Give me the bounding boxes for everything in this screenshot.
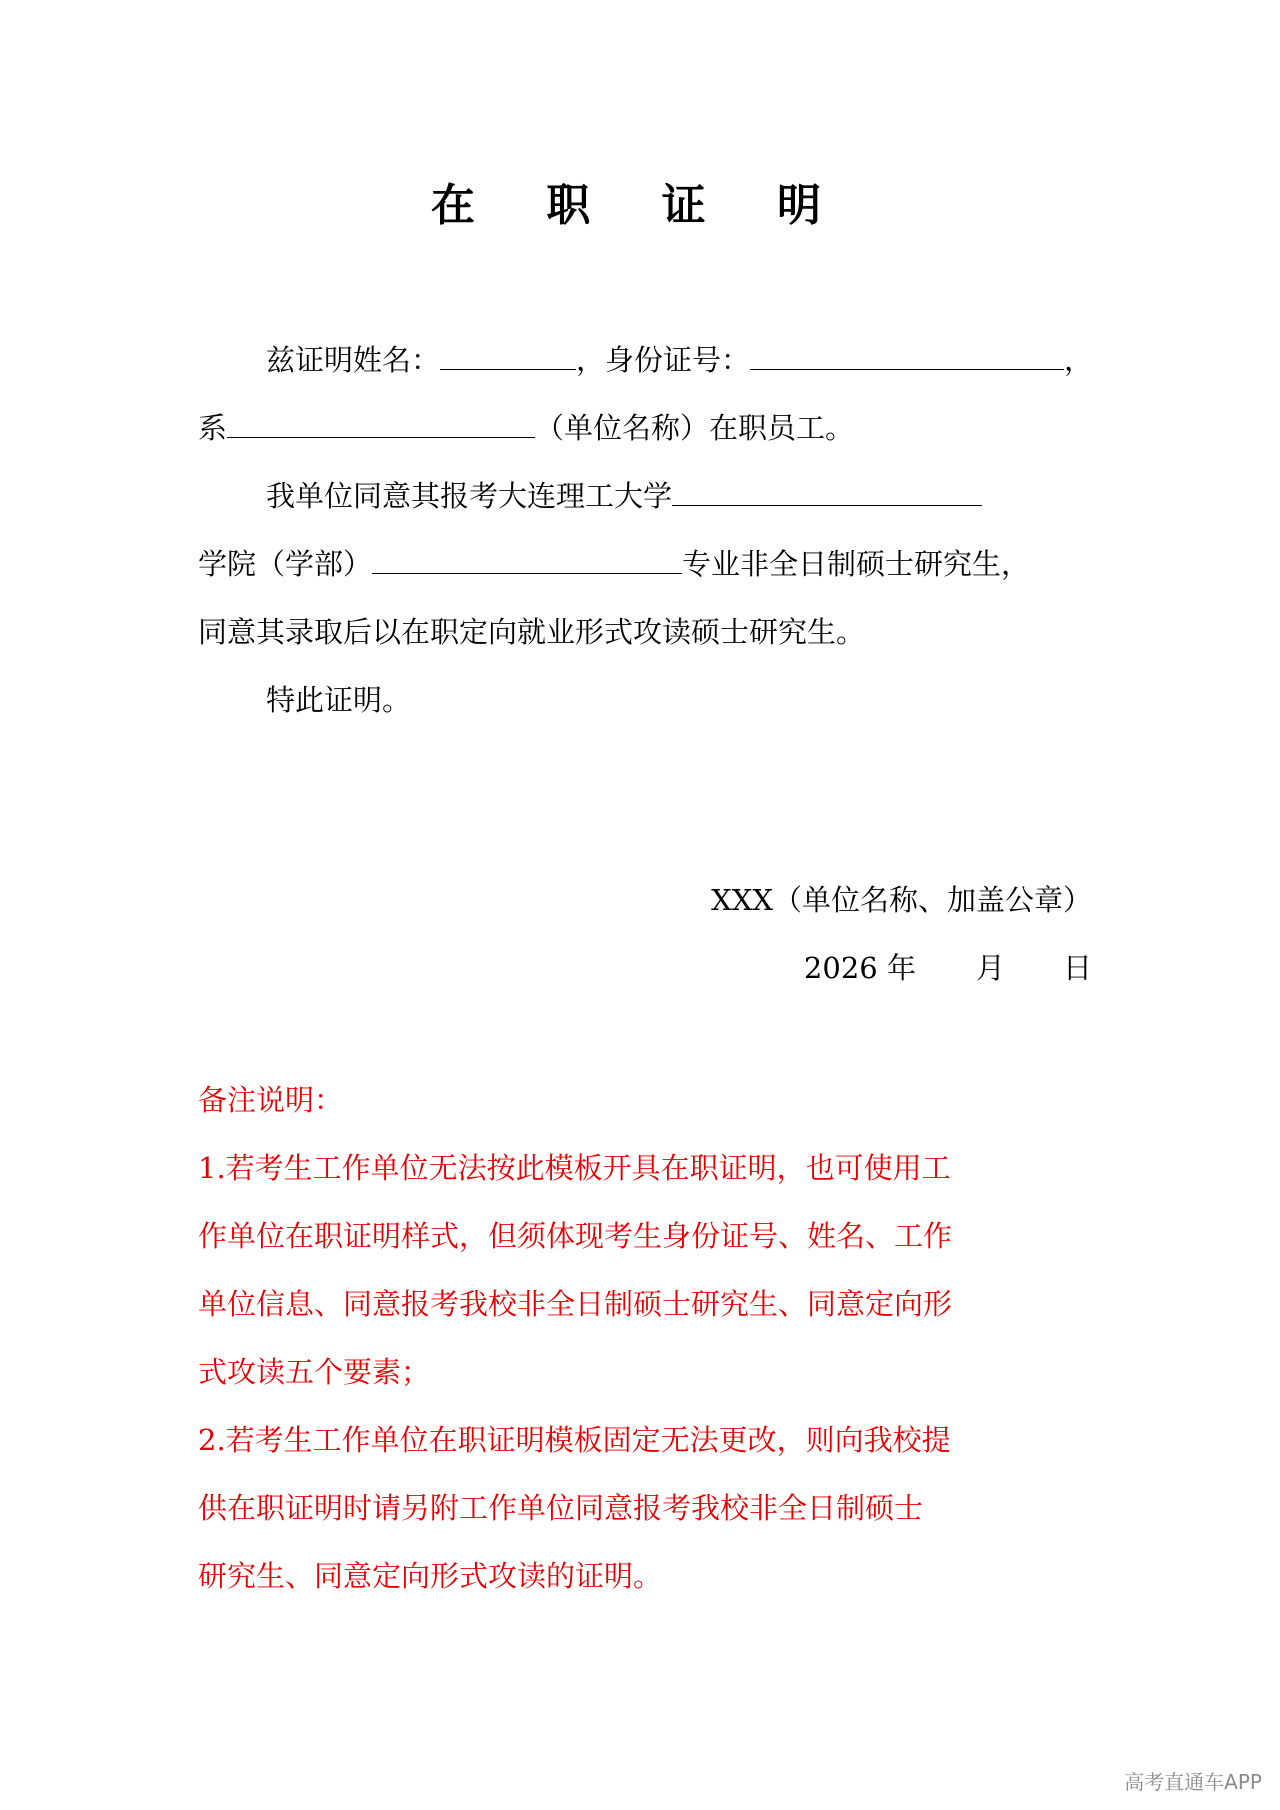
name-blank bbox=[440, 339, 576, 370]
paragraph2-line3: 同意其录取后以在职定向就业形式攻读硕士研究生。 bbox=[198, 615, 866, 649]
employer-suffix: （单位名称）在职员工。 bbox=[535, 411, 855, 445]
note1-line3: 单位信息、同意报考我校非全日制硕士研究生、同意定向形 bbox=[198, 1287, 953, 1321]
id-number-blank bbox=[750, 339, 1064, 370]
date-year: 2026 bbox=[803, 951, 878, 985]
school-label: 学院（学部） bbox=[198, 547, 373, 581]
major-suffix: 专业非全日制硕士研究生， bbox=[682, 547, 1031, 581]
note2-line3: 研究生、同意定向形式攻读的证明。 bbox=[198, 1559, 663, 1593]
note1-line2: 作单位在职证明样式，但须体现考生身份证号、姓名、工作 bbox=[198, 1219, 953, 1253]
notes-heading: 备注说明： bbox=[198, 1083, 344, 1117]
comma: ， bbox=[1064, 343, 1094, 377]
paragraph1-line1 bbox=[266, 338, 1092, 382]
date-line bbox=[804, 946, 1092, 990]
note1-line4: 式攻读五个要素； bbox=[198, 1355, 431, 1389]
note1-line1: 1.若考生工作单位无法按此模板开具在职证明，也可使用工 bbox=[198, 1151, 951, 1185]
employer-blank bbox=[227, 407, 535, 438]
date-month-label: 月 bbox=[975, 951, 1005, 985]
paragraph1-line2 bbox=[198, 406, 1092, 450]
closing-text: 特此证明。 bbox=[266, 683, 412, 717]
note2-line2: 供在职证明时请另附工作单位同意报考我校非全日制硕士 bbox=[198, 1491, 924, 1525]
id-label: ，身份证号： bbox=[576, 343, 751, 377]
paragraph2-line1 bbox=[266, 474, 1092, 518]
signature-line: XXX（单位名称、加盖公章） bbox=[711, 883, 1092, 917]
apply-text: 我单位同意其报考大连理工大学 bbox=[266, 479, 673, 513]
note2-line1: 2.若考生工作单位在职证明模板固定无法更改，则向我校提 bbox=[198, 1423, 951, 1457]
affiliation-label: 系 bbox=[198, 411, 228, 445]
watermark-text: 高考直通车APP bbox=[1124, 1770, 1262, 1794]
name-label: 兹证明姓名： bbox=[266, 343, 441, 377]
document-title: 在 职 证 明 bbox=[431, 180, 849, 231]
date-year-label: 年 bbox=[886, 951, 916, 985]
university-blank bbox=[672, 475, 982, 506]
date-day-label: 日 bbox=[1062, 951, 1092, 985]
paragraph2-line2 bbox=[198, 542, 1092, 586]
major-blank bbox=[372, 543, 682, 574]
